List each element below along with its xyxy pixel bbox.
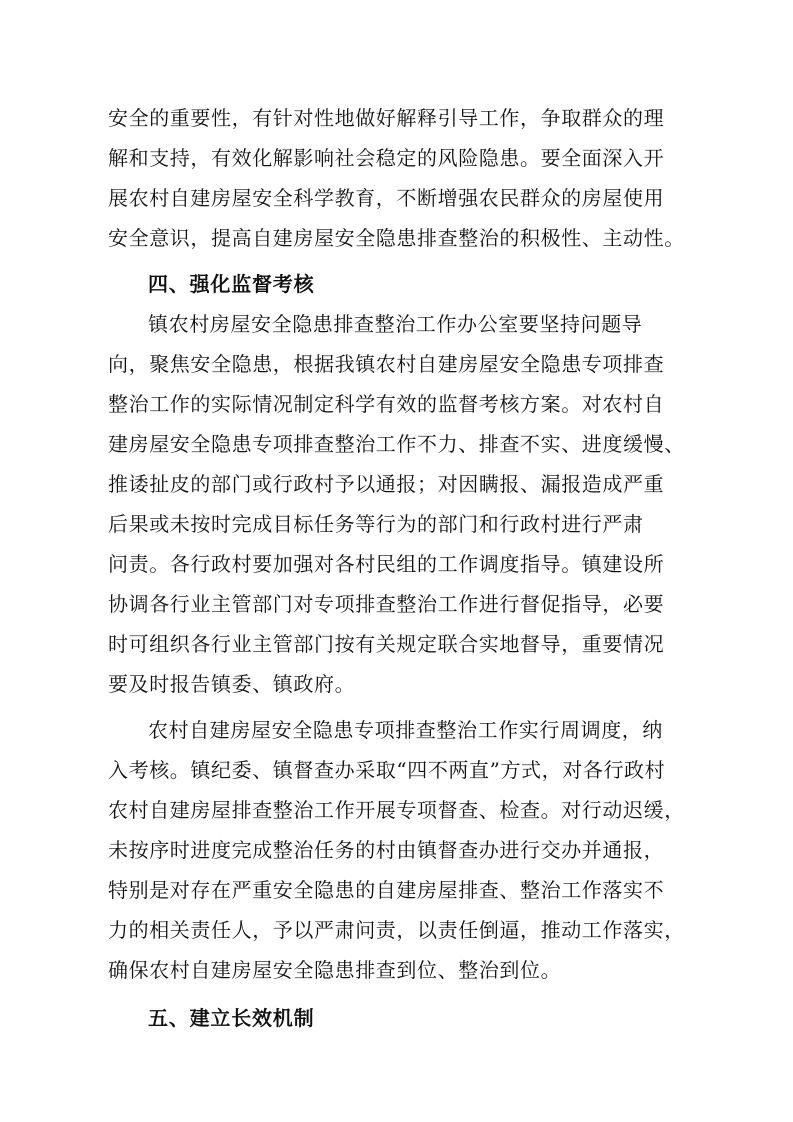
text-line: 解和支持，有效化解影响社会稳定的风险隐患。要全面深入开 [108, 146, 665, 170]
text-line: 安全的重要性，有针对性地做好解释引导工作，争取群众的理 [108, 106, 665, 130]
section-heading-4: 四、强化监督考核 [148, 272, 315, 296]
text-line: 特别是对存在严重安全隐患的自建房屋排查、整治工作落实不 [108, 878, 665, 902]
text-line: 确保农村自建房屋安全隐患排查到位、整治到位。 [108, 958, 562, 982]
section-heading-5: 五、建立长效机制 [148, 1006, 315, 1030]
document-page [108, 98, 688, 1038]
text-line: 问责。各行政村要加强对各村民组的工作调度指导。镇建设所 [108, 552, 665, 576]
text-line: 安全意识，提高自建房屋安全隐患排查整治的积极性、主动性。 [108, 226, 685, 250]
text-line: 建房屋安全隐患专项排查整治工作不力、排查不实、进度缓慢、 [108, 432, 685, 456]
text-line: 推诿扯皮的部门或行政村予以通报；对因瞒报、漏报造成严重 [108, 472, 665, 496]
text-line: 时可组织各行业主管部门按有关规定联合实地督导，重要情况 [108, 632, 665, 656]
text-line: 力的相关责任人，予以严肃问责，以责任倒逼，推动工作落实， [108, 918, 685, 942]
text-line: 展农村自建房屋安全科学教育，不断增强农民群众的房屋使用 [108, 186, 665, 210]
text-line: 整治工作的实际情况制定科学有效的监督考核方案。对农村自 [108, 392, 665, 416]
paragraph-2 [108, 304, 688, 704]
text-line: 未按序时进度完成整治任务的村由镇督查办进行交办并通报， [108, 838, 665, 862]
text-line: 要及时报告镇委、镇政府。 [108, 672, 356, 696]
text-line: 协调各行业主管部门对专项排查整治工作进行督促指导，必要 [108, 592, 665, 616]
text-line: 入考核。镇纪委、镇督查办采取“四不两直”方式，对各行政村 [108, 758, 666, 782]
text-line: 农村自建房屋安全隐患专项排查整治工作实行周调度，纳 [148, 718, 663, 742]
paragraph-3 [108, 710, 688, 990]
paragraph-1 [108, 98, 688, 258]
text-line: 向，聚焦安全隐患，根据我镇农村自建房屋安全隐患专项排查 [108, 352, 665, 376]
text-line: 镇农村房屋安全隐患排查整治工作办公室要坚持问题导 [148, 312, 643, 336]
text-line: 后果或未按时完成目标任务等行为的部门和行政村进行严肃 [108, 512, 644, 536]
text-line: 农村自建房屋排查整治工作开展专项督查、检查。对行动迟缓， [108, 798, 685, 822]
